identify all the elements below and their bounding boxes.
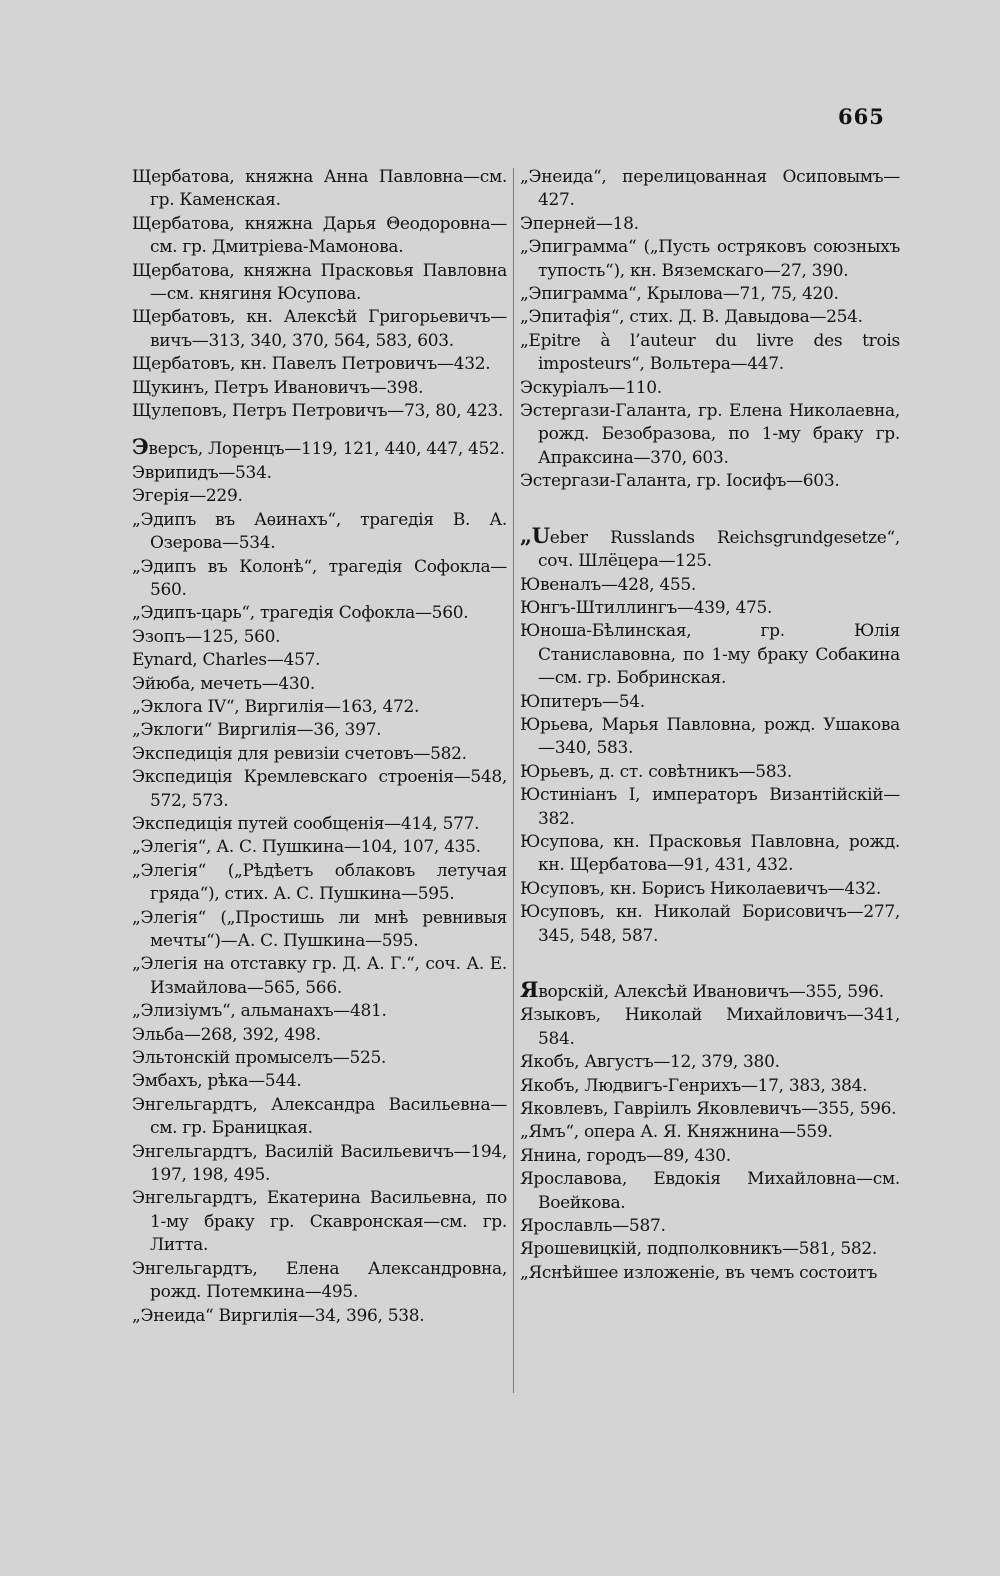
index-entry: Ярославова, Евдокія Михайловна—см. Воейкова. <box>520 1169 900 1213</box>
index-entry: Эперней—18. <box>520 213 639 234</box>
index-entry: „Эдипъ въ Колонѣ“, трагедія Софокла—560. <box>132 556 507 600</box>
index-entry: „Эдипъ въ Аѳинахъ“, трагедія В. А. Озерова—534. <box>132 509 507 554</box>
index-entry: Юрьевъ, д. ст. совѣтникъ—583. <box>520 761 792 782</box>
index-entry: „Эклога IV“, Виргилія—163, 472. <box>132 696 420 717</box>
index-entry <box>520 524 900 574</box>
index-entry: „Яснѣйшее изложеніе, въ чемъ состоитъ <box>520 1262 878 1283</box>
index-entry <box>132 435 507 461</box>
index-entry: Энгельгардтъ, Василій Васильевичъ—194, 197, 198, 495. <box>132 1141 507 1186</box>
index-entry: Юнгъ-Штиллингъ—439, 475. <box>520 597 773 618</box>
index-entry: Энгельгардтъ, Елена Александровна, рожд. Потемкина—495. <box>132 1258 507 1303</box>
section-initial: Э <box>132 434 149 460</box>
index-entry: „Энеида“, перелицованная Осиповымъ—427. <box>520 167 900 211</box>
index-entry: Щербатова, княжна Дарья Θеодоровна—см. гр. Дмитріева-Мамонова. <box>132 213 507 258</box>
index-entry: Якобъ, Людвигъ-Генрихъ—17, 383, 384. <box>520 1075 868 1096</box>
index-entry: Щербатова, княжна Анна Павловна—см. гр. Каменская. <box>132 167 507 211</box>
index-entry: Юсуповъ, кн. Николай Борисовичъ—277, 345, 548, 587. <box>520 902 900 946</box>
index-entry: Эврипидъ—534. <box>132 462 272 483</box>
index-entry: Эстергази-Галанта, гр. Іосифъ—603. <box>520 471 840 492</box>
index-entry: Юстиніанъ I, императоръ Византійскій—382. <box>520 785 900 829</box>
index-entry-text: ворскій, Алексѣй Ивановичъ—355, 596. <box>538 982 884 1002</box>
page-number: 665 <box>838 104 885 129</box>
section-initial: Я <box>520 977 539 1002</box>
index-entry: Эмбахъ, рѣка—544. <box>132 1071 302 1092</box>
index-entry: Юсупова, кн. Прасковья Павловна, рожд. кн. Щербатова—91, 431, 432. <box>520 831 900 876</box>
index-entry: Янина, городъ—89, 430. <box>520 1145 731 1166</box>
section-initial: „U <box>520 522 550 548</box>
index-entry: „Элизіумъ“, альманахъ—481. <box>132 1001 387 1022</box>
index-entry: Энгельгардтъ, Екатерина Васильевна, по 1-му браку гр. Скавронская—см. гр. Литта. <box>132 1188 507 1256</box>
index-entry: Щулеповъ, Петръ Петровичъ—73, 80, 423. <box>132 401 504 422</box>
index-entry-text: версъ, Лоренцъ—119, 121, 440, 447, 452. <box>148 439 505 460</box>
index-entry: Энгельгардтъ, Александра Васильевна—см. гр. Браницкая. <box>132 1094 507 1139</box>
index-entry: Ярошевицкій, подполковникъ—581, 582. <box>520 1239 877 1260</box>
index-entry: Щербатовъ, кн. Алексѣй Григорьевичъ—вичъ—313, 340, 370, 564, 583, 603. <box>132 307 507 351</box>
index-entry: Эгерія—229. <box>132 486 243 507</box>
index-entry: Щербатова, княжна Прасковья Павловна—см. княгиня Юсупова. <box>132 260 507 305</box>
index-entry: Эльба—268, 392, 498. <box>132 1024 321 1045</box>
index-entry: „Элегія“ („Простишь ли мнѣ ревнивыя мечты“)—А. С. Пушкина—595. <box>132 907 507 951</box>
index-entry: Юпитеръ—54. <box>520 691 645 712</box>
index-entry: Eynard, Charles—457. <box>132 650 321 671</box>
index-entry: Эстергази-Галанта, гр. Елена Николаевна, рожд. Безобразова, по 1-му браку гр. Апраксина—370, 603. <box>520 401 900 468</box>
index-entry <box>520 978 900 1004</box>
index-column-right <box>520 166 900 1285</box>
index-entry: Эскуріалъ—110. <box>520 377 662 398</box>
index-entry: „Эпиграмма“ („Пусть остряковъ союзныхъ тупость“), кн. Вяземскаго—27, 390. <box>520 237 900 281</box>
index-column-left <box>132 166 507 1328</box>
column-divider <box>513 168 514 1393</box>
index-entry: Ювеналъ—428, 455. <box>520 574 697 595</box>
index-entry: „Эпиграмма“, Крылова—71, 75, 420. <box>520 284 839 305</box>
index-entry: „Эклоги“ Виргилія—36, 397. <box>132 720 382 741</box>
index-entry: „Элегія на отставку гр. Д. А. Г.“, соч. А. Е. Измайлова—565, 566. <box>132 954 507 998</box>
index-entry: „Эдипъ-царь“, трагедія Софокла—560. <box>132 603 469 624</box>
index-entry: „Epitre à l’auteur du livre des trois imposteurs“, Вольтера—447. <box>520 330 900 375</box>
index-entry: Юсуповъ, кн. Борисъ Николаевичъ—432. <box>520 878 882 899</box>
index-entry: „Эпитафія“, стих. Д. В. Давыдова—254. <box>520 307 863 328</box>
index-entry: Яковлевъ, Гавріилъ Яковлевичъ—355, 596. <box>520 1099 897 1120</box>
index-entry: Языковъ, Николай Михайловичъ—341, 584. <box>520 1005 900 1049</box>
index-entry: Эйюба, мечеть—430. <box>132 673 316 694</box>
index-entry: „Энеида“ Виргилія—34, 396, 538. <box>132 1305 425 1326</box>
index-entry: Эльтонскій промыселъ—525. <box>132 1048 387 1069</box>
index-entry: Щербатовъ, кн. Павелъ Петровичъ—432. <box>132 354 491 375</box>
index-entry: „Элегія“, А. С. Пушкина—104, 107, 435. <box>132 837 481 858</box>
index-entry: Эзопъ—125, 560. <box>132 626 281 647</box>
index-entry: Юрьева, Марья Павловна, рожд. Ушакова—340, 583. <box>520 714 900 759</box>
index-entry: Щукинъ, Петръ Ивановичъ—398. <box>132 377 424 398</box>
index-entry: Экспедиція для ревизіи счетовъ—582. <box>132 743 467 764</box>
index-entry: Юноша-Бѣлинская, гр. Юлія Станиславовна, по 1-му браку Собакина—см. гр. Бобринская. <box>520 621 900 689</box>
index-entry: Якобъ, Августъ—12, 379, 380. <box>520 1052 780 1073</box>
index-entry: Экспедиція Кремлевскаго строенія—548, 572, 573. <box>132 767 507 811</box>
index-entry: „Элегія“ („Рѣдѣетъ облаковъ летучая гряда“), стих. А. С. Пушкина—595. <box>132 860 507 905</box>
index-entry-text: eber Russlands Reichsgrundgesetze“, соч. Шлёцера—125. <box>538 527 900 572</box>
index-entry: „Ямъ“, опера А. Я. Княжнина—559. <box>520 1122 833 1143</box>
index-entry: Экспедиція путей сообщенія—414, 577. <box>132 813 480 834</box>
index-entry: Ярославль—587. <box>520 1216 666 1237</box>
